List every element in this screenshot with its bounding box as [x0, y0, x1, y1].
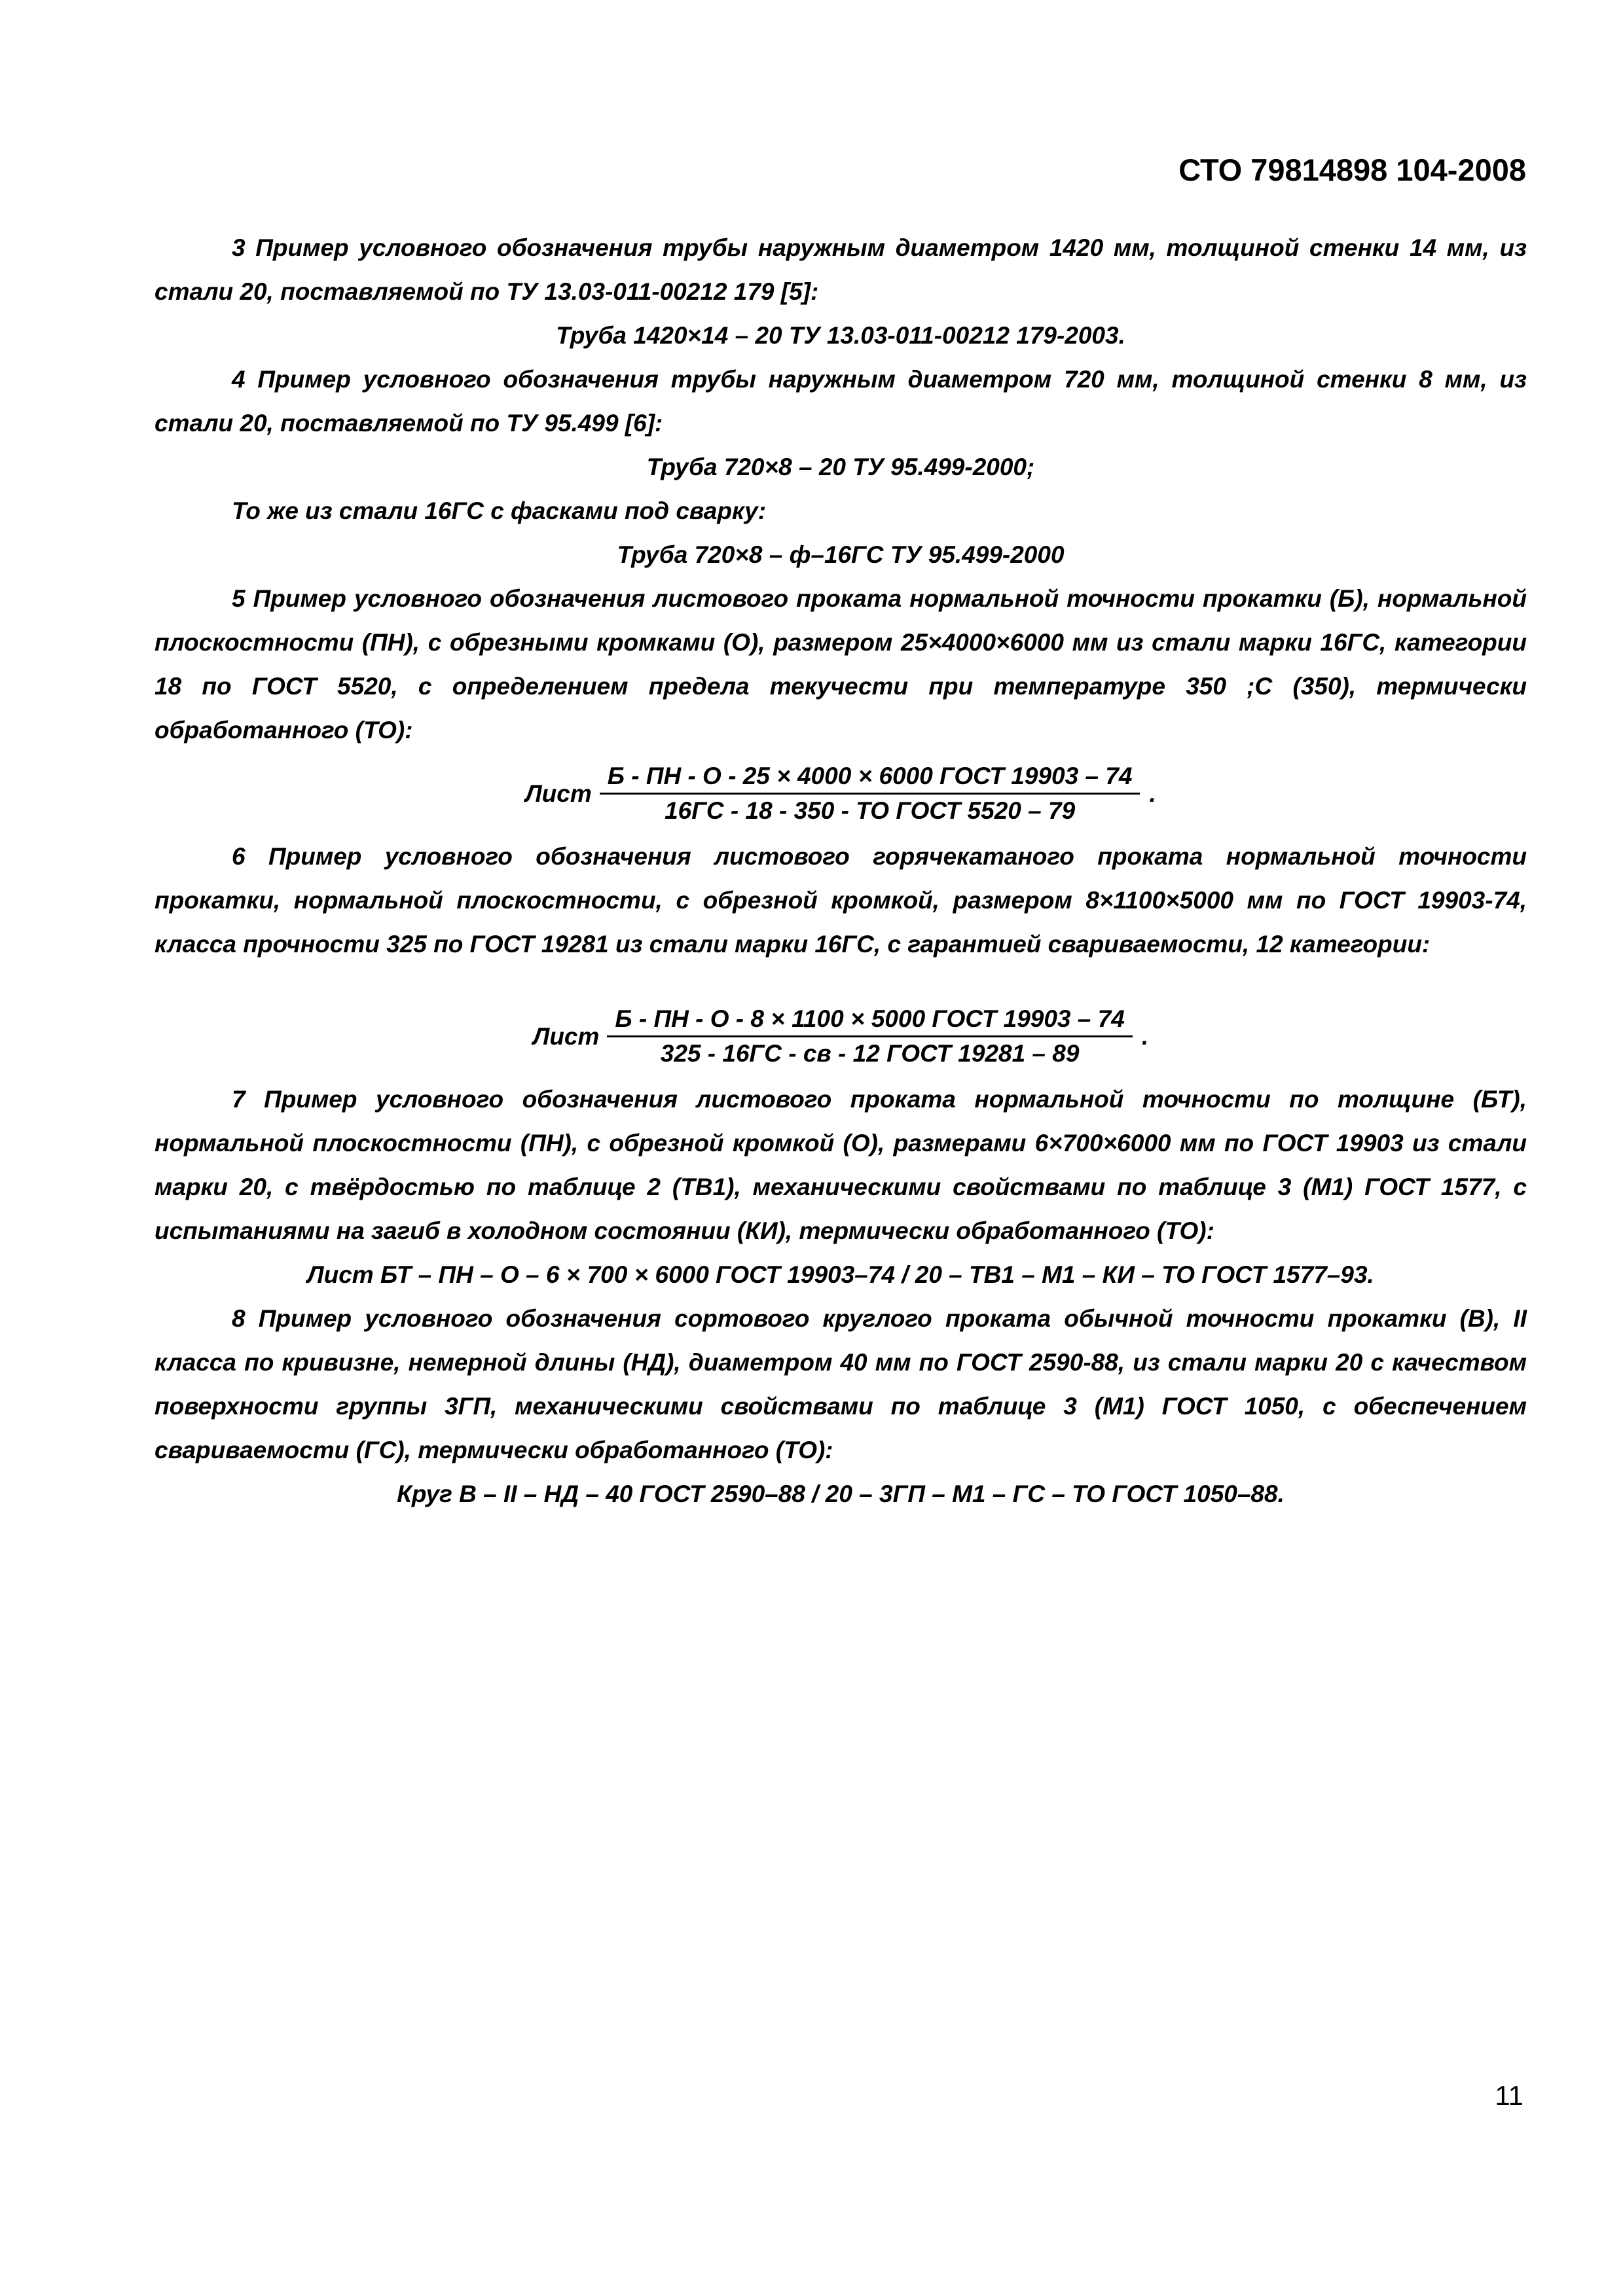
- example-3-text: 3 Пример условного обозначения трубы наружным диаметром 1420 мм, толщиной стенки 14 мм, из стали 20, поставляемой по ТУ 13.03-011-00212 179 [5]:: [155, 234, 1527, 305]
- formula-end: .: [1141, 1022, 1149, 1050]
- formula-numerator: Б - ПН - О - 25 × 4000 × 6000 ГОСТ 19903 – 74: [607, 762, 1133, 789]
- example-6-formula: [155, 995, 1527, 1077]
- example-5-text: 5 Пример условного обозначения листового проката нормальной точности прокатки (Б), нормальной плоскостности (ПН), с обрезными кромками (О), размером 25×4000×6000 мм из стали марки 16ГС, категории 18 по ГОСТ 5520, с определением предела текучести при температуре 350 ;С (350), термически обработанного (ТО):: [155, 585, 1527, 744]
- example-4-alt-designation: Труба 720×8 – ф–16ГС ТУ 95.499-2000: [617, 541, 1065, 568]
- formula-numerator: Б - ПН - О - 8 × 1100 × 5000 ГОСТ 19903 – 74: [615, 1005, 1125, 1032]
- example-4-alt-text: То же из стали 16ГС с фасками под сварку:: [232, 497, 767, 524]
- page-number: 11: [1495, 2080, 1523, 2111]
- example-4-designation: Труба 720×8 – 20 ТУ 95.499-2000;: [646, 454, 1035, 480]
- document-code-header: СТО 79814898 104-2008: [1178, 152, 1526, 187]
- example-3-designation: Труба 1420×14 – 20 ТУ 13.03-011-00212 179-2003.: [556, 322, 1125, 349]
- example-5-formula: [155, 752, 1527, 834]
- example-8-text: 8 Пример условного обозначения сортового круглого проката обычной точности прокатки (В), II класса по кривизне, немерной длины (НД), диаметром 40 мм по ГОСТ 2590-88, из стали марки 20 с качеством поверхности группы 3ГП, механическими свойствами по таблице 3 (М1) ГОСТ 1050, с обеспечением свариваемости (ГС), термически обработанного (ТО):: [155, 1305, 1527, 1463]
- example-8-designation: Круг В – II – НД – 40 ГОСТ 2590–88 / 20 – 3ГП – М1 – ГС – ТО ГОСТ 1050–88.: [397, 1480, 1285, 1507]
- example-4-text: 4 Пример условного обозначения трубы наружным диаметром 720 мм, толщиной стенки 8 мм, из стали 20, поставляемой по ТУ 95.499 [6]:: [155, 366, 1527, 437]
- formula-end: .: [1149, 780, 1156, 807]
- formula-denominator: 16ГС - 18 - 350 - ТО ГОСТ 5520 – 79: [665, 797, 1076, 824]
- formula-denominator: 325 - 16ГС - св - 12 ГОСТ 19281 – 89: [660, 1039, 1080, 1067]
- example-7-text: 7 Пример условного обозначения листового проката нормальной точности по толщине (БТ), нормальной плоскостности (ПН), с обрезной кромкой (О), размерами 6×700×6000 мм по ГОСТ 19903 из стали марки 20, с твёрдостью по таблице 2 (ТВ1), механическими свойствами по таблице 3 (М1) ГОСТ 1577, с испытаниями на загиб в холодном состоянии (КИ), термически обработанного (ТО):: [155, 1086, 1527, 1244]
- example-7-designation: Лист БТ – ПН – О – 6 × 700 × 6000 ГОСТ 19903–74 / 20 – ТВ1 – М1 – КИ – ТО ГОСТ 1577–93.: [307, 1261, 1374, 1288]
- example-6-text: 6 Пример условного обозначения листового горячекатаного проката нормальной точности прокатки, нормальной плоскостности, с обрезной кромкой, размером 8×1100×5000 мм по ГОСТ 19903-74, класса прочности 325 по ГОСТ 19281 из стали марки 16ГС, с гарантией свариваемости, 12 категории:: [155, 843, 1527, 958]
- document-body: [155, 226, 1527, 1516]
- formula-fraction: [607, 1003, 1132, 1070]
- formula-fraction: [600, 760, 1140, 827]
- formula-label: Лист: [532, 1022, 600, 1050]
- formula-label: Лист: [525, 780, 592, 807]
